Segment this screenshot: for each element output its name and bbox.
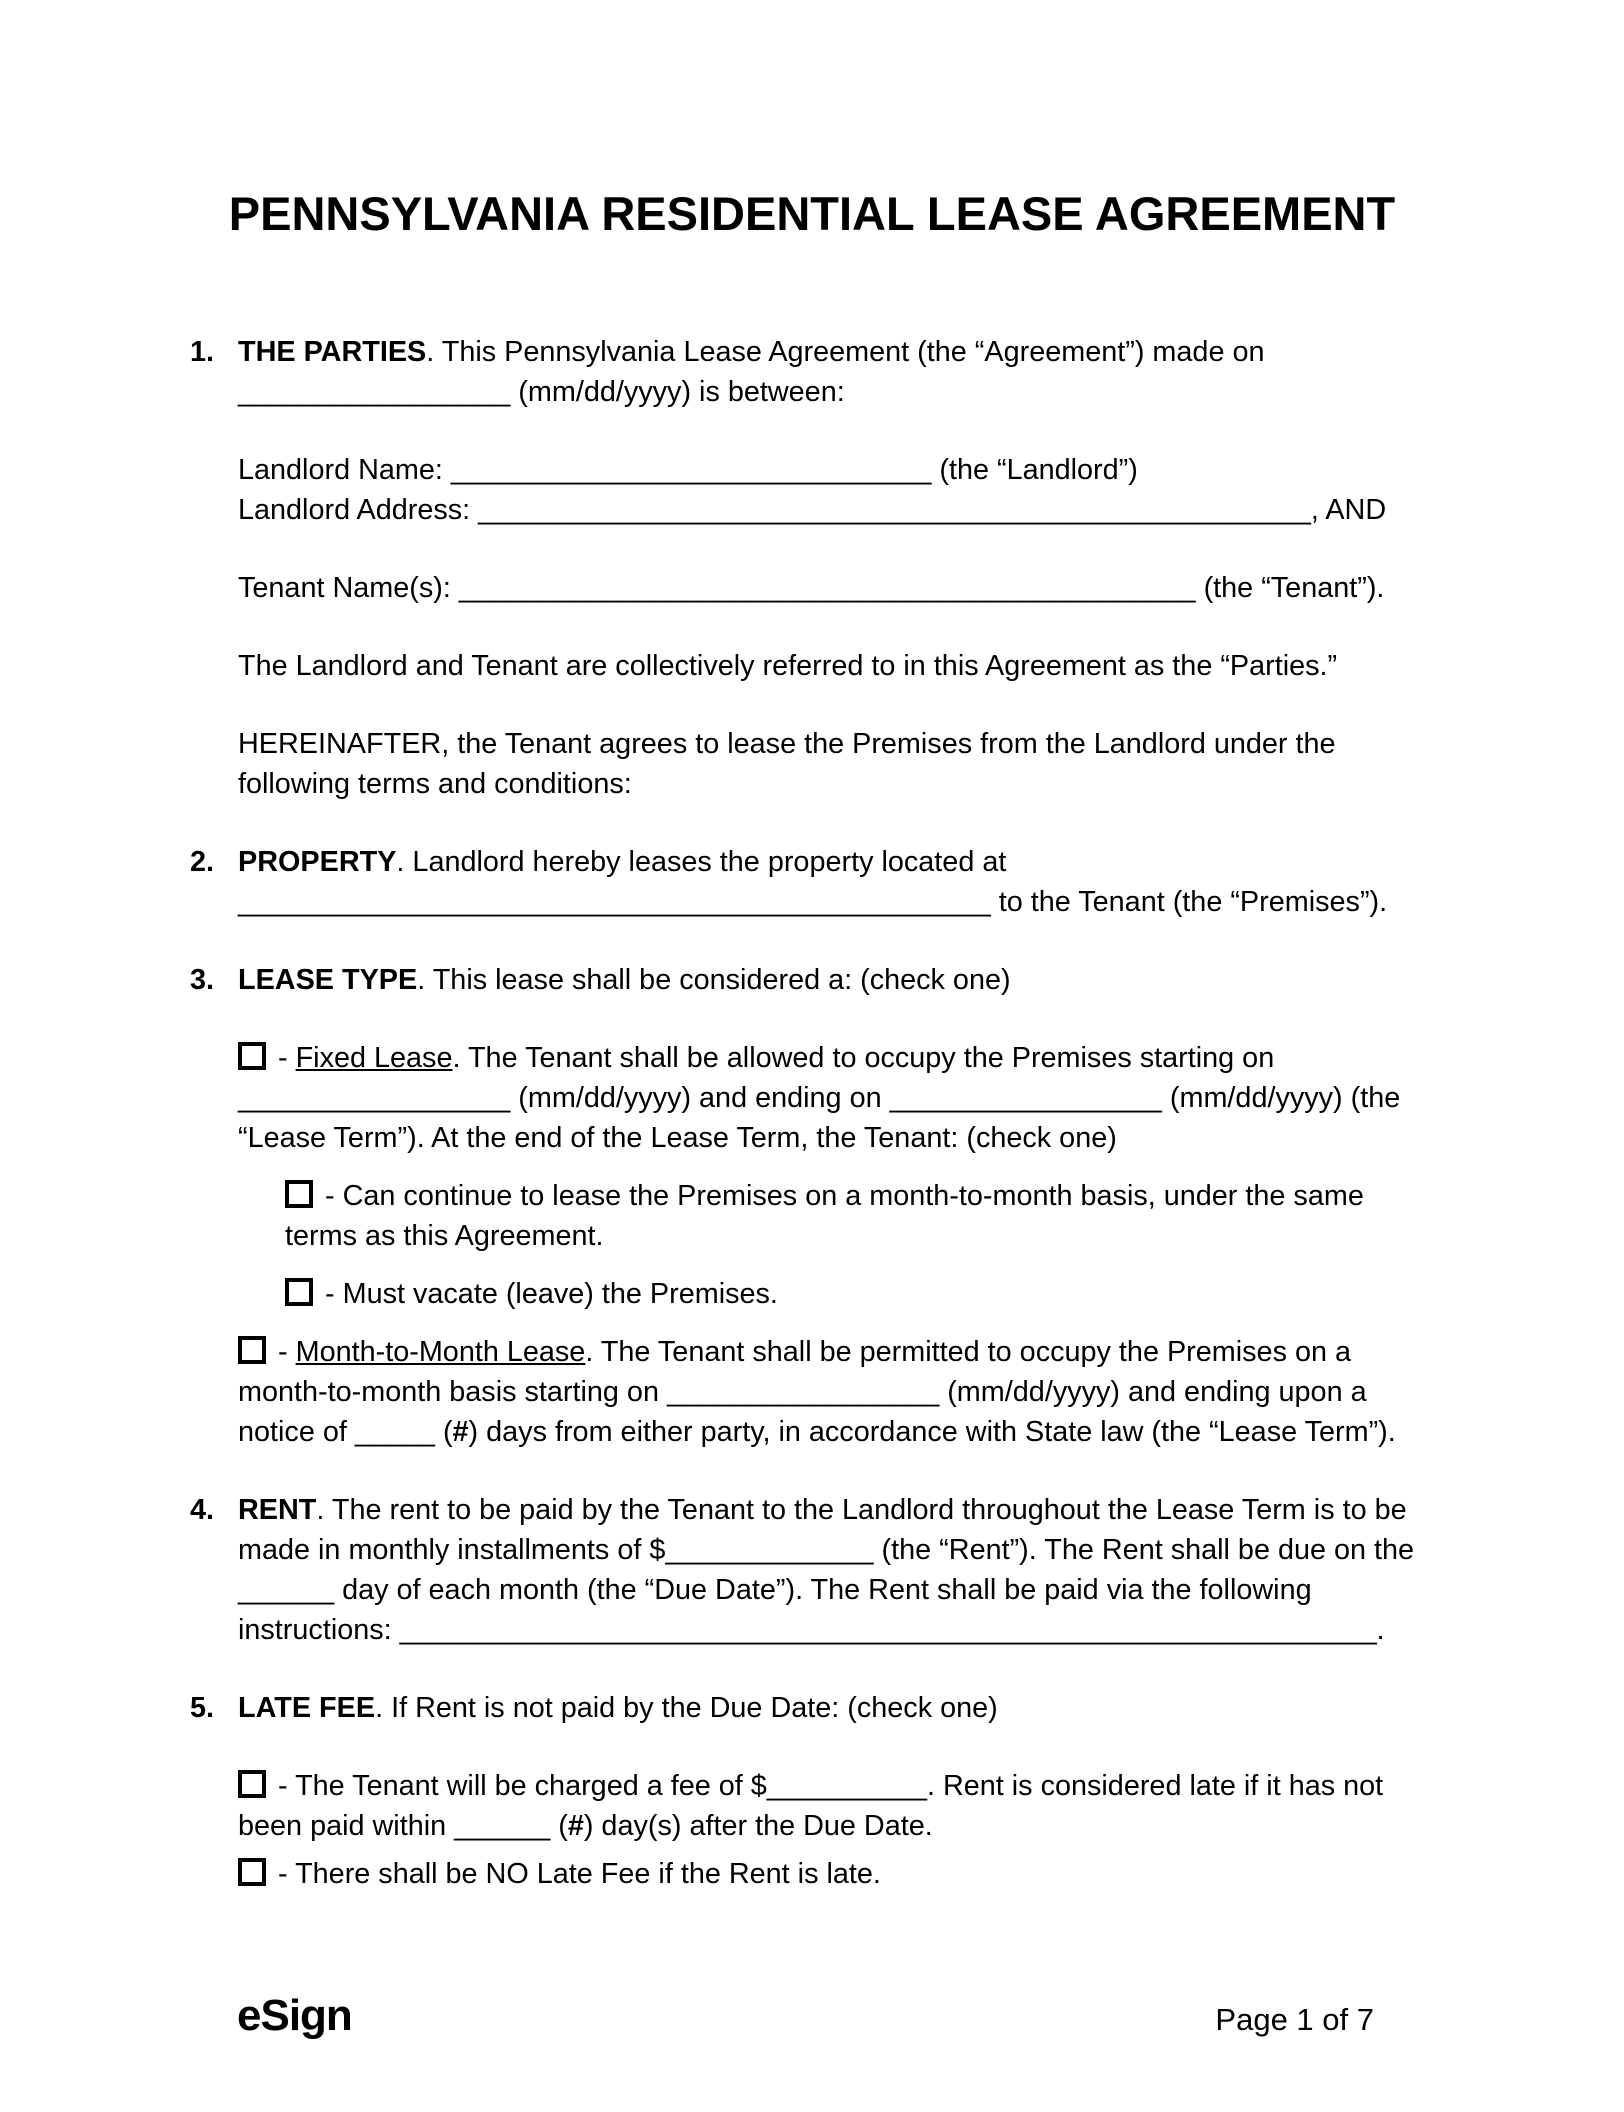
section-4-rent-number: 4. (190, 1494, 215, 1526)
text-segment: HEREINAFTER, the Tenant agrees to lease the Premises from the Landlord under the following terms and conditions: (238, 728, 1336, 800)
text-segment: . This lease shall be considered a: (check one) (417, 964, 1011, 996)
text-segment: Landlord Address: ____________________________________________________, AND (238, 494, 1387, 526)
bold-text: LATE FEE (238, 1692, 376, 1724)
bold-text: PROPERTY (238, 846, 397, 878)
continue-month-to-month-suboption (285, 1176, 1434, 1256)
parties-definition-paragraph (238, 646, 1434, 686)
text-segment: - Can continue to lease the Premises on a month-to-month basis, under the same terms as this Agreement. (285, 1180, 1364, 1252)
landlord-name-address-lines (238, 450, 1434, 530)
text-segment: The Landlord and Tenant are collectively referred to in this Agreement as the “Parties.” (238, 650, 1338, 682)
section-3-lease-type (190, 960, 1434, 1000)
esign-logo: eSign (237, 1991, 352, 2040)
document-title: PENNSYLVANIA RESIDENTIAL LEASE AGREEMENT (228, 187, 1396, 240)
must-vacate-suboption (285, 1274, 1434, 1314)
text-segment: - The Tenant will be charged a fee of $__________. Rent is considered late if it has not been paid within ______ ( (238, 1770, 1384, 1842)
fixed-lease-option-checkbox-icon[interactable] (238, 1042, 266, 1070)
page-footer (237, 1991, 1374, 2040)
section-4-rent (190, 1490, 1434, 1650)
bold-text: # (452, 1416, 469, 1448)
month-to-month-lease-option (238, 1332, 1434, 1452)
underlined-text: Month-to-Month Lease (295, 1336, 586, 1368)
bold-text: # (567, 1810, 584, 1842)
text-segment: - (270, 1336, 296, 1368)
no-late-fee-option (238, 1854, 1434, 1894)
underlined-text: Fixed Lease (295, 1042, 453, 1074)
late-fee-charged-option-checkbox-icon[interactable] (238, 1770, 266, 1798)
text-segment: - (270, 1042, 296, 1074)
hereinafter-paragraph (238, 724, 1434, 804)
section-3-lease-type-number: 3. (190, 964, 215, 996)
text-segment: . This Pennsylvania Lease Agreement (the “Agreement”) made on _________________ (mm/dd/yyyy) is between: (238, 336, 1265, 408)
text-segment: . Landlord hereby leases the property located at _______________________________________________ to the Tenant (the “Premises”). (238, 846, 1388, 918)
bold-text: THE PARTIES (238, 336, 427, 368)
bold-text: RENT (238, 1494, 317, 1526)
section-1-the-parties (190, 332, 1434, 412)
page-number-indicator: Page 1 of 7 (1215, 2002, 1374, 2037)
bold-text: LEASE TYPE (238, 964, 418, 996)
text-segment: Tenant Name(s): ______________________________________________ (the “Tenant”). (238, 572, 1385, 604)
section-2-property (190, 842, 1434, 922)
text-segment: - Must vacate (leave) the Premises. (317, 1278, 778, 1310)
text-segment: ) day(s) after the Due Date. (583, 1810, 933, 1842)
document-body (190, 332, 1434, 1894)
text-segment: . The rent to be paid by the Tenant to the Landlord throughout the Lease Term is to be made in monthly installments of $_____________ (the “Rent”). The Rent shall be due on the ______ day of each month (the “Due Date”). The Rent shall be paid via the following instructions: _____________________________________________________________. (238, 1494, 1415, 1646)
continue-month-to-month-suboption-checkbox-icon[interactable] (285, 1180, 313, 1208)
text-segment: - There shall be NO Late Fee if the Rent is late. (270, 1858, 881, 1890)
section-1-the-parties-number: 1. (190, 336, 215, 368)
section-5-late-fee-number: 5. (190, 1692, 215, 1724)
text-segment: Landlord Name: ______________________________ (the “Landlord”) (238, 454, 1138, 486)
late-fee-charged-option (238, 1766, 1434, 1846)
section-2-property-number: 2. (190, 846, 215, 878)
tenant-name-line (238, 568, 1434, 608)
month-to-month-lease-option-checkbox-icon[interactable] (238, 1336, 266, 1364)
text-segment: . The Tenant shall be allowed to occupy the Premises starting on _________________ (mm/dd/yyyy) and ending on _________________ (mm/dd/yyyy) (the “Lease Term”). At the end of the Lease Term, the Tenant: (check one) (238, 1042, 1401, 1154)
text-segment: . If Rent is not paid by the Due Date: (check one) (375, 1692, 998, 1724)
section-5-late-fee (190, 1688, 1434, 1728)
fixed-lease-option (238, 1038, 1434, 1158)
text-segment: ) days from either party, in accordance with State law (the “Lease Term”). (468, 1416, 1396, 1448)
no-late-fee-option-checkbox-icon[interactable] (238, 1858, 266, 1886)
must-vacate-suboption-checkbox-icon[interactable] (285, 1278, 313, 1306)
text-segment: . The Tenant shall be permitted to occupy the Premises on a month-to-month basis starting on _________________ (mm/dd/yyyy) and ending upon a notice of _____ ( (238, 1336, 1367, 1448)
